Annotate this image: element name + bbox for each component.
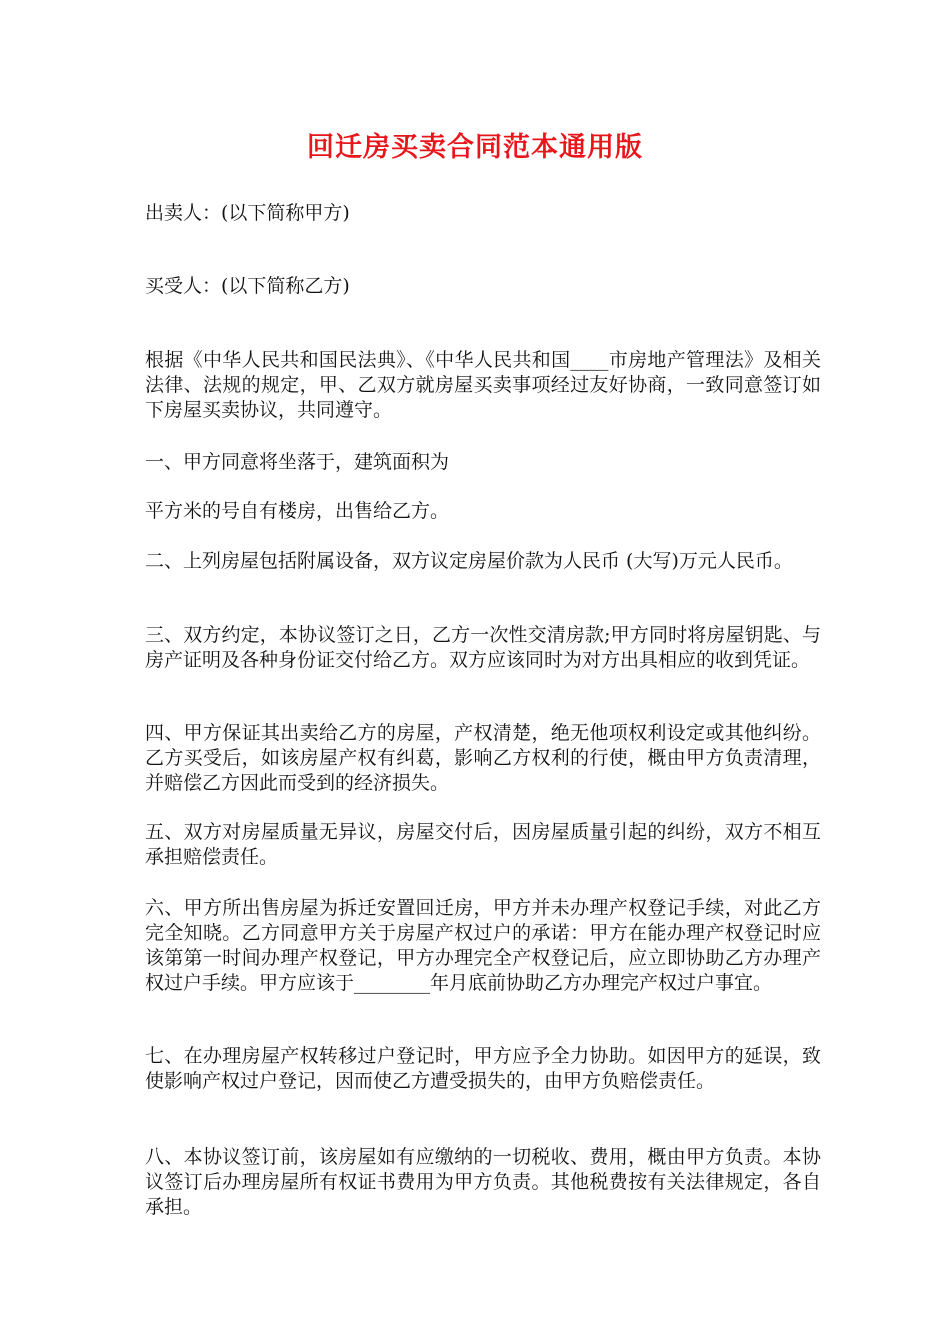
clause-2: 二、上列房屋包括附属设备，双方议定房屋价款为人民币 (大写)万元人民币。 [145, 550, 793, 572]
clause-4: 四、甲方保证其出卖给乙方的房屋，产权清楚，绝无他项权利设定或其他纠纷。乙方买受后，如该房屋产权有纠葛，影响乙方权利的行使，概由甲方负责清理，并赔偿乙方因此而受到的经济损失。 [145, 722, 821, 794]
clause-6: 六、甲方所出售房屋为拆迁安置回迁房，甲方并未办理产权登记手续，对此乙方完全知晓。乙方同意甲方关于房屋产权过户的承诺：甲方在能办理产权登记时应该第第一时间办理产权登记，甲方办理完全产权登记后，应立即协助乙方办理产权过户手续。甲方应该于________年月底前协助乙方办理完产权过户事宜。 [145, 897, 821, 994]
clause-3: 三、双方约定，本协议签订之日，乙方一次性交清房款;甲方同时将房屋钥匙、与房产证明及各种身份证交付给乙方。双方应该同时为对方出具相应的收到凭证。 [145, 624, 821, 671]
clause-7: 七、在办理房屋产权转移过户登记时，甲方应予全力协助。如因甲方的延误，致使影响产权过户登记，因而使乙方遭受损失的，由甲方负赔偿责任。 [145, 1045, 821, 1092]
clause-1-part-1: 一、甲方同意将坐落于，建筑面积为 [145, 451, 450, 473]
buyer-line: 买受人：(以下简称乙方) [145, 275, 350, 297]
seller-line: 出卖人：(以下简称甲方) [145, 202, 350, 224]
preamble-paragraph: 根据《中华人民共和国民法典》、《中华人民共和国____市房地产管理法》及相关法律、法规的规定，甲、乙双方就房屋买卖事项经过友好协商，一致同意签订如下房屋买卖协议，共同遵守。 [145, 349, 821, 421]
clause-8: 八、本协议签订前，该房屋如有应缴纳的一切税收、费用，概由甲方负责。本协议签订后办理房屋所有权证书费用为甲方负责。其他税费按有关法律规定，各自承担。 [145, 1146, 821, 1218]
clause-1-part-2: 平方米的号自有楼房，出售给乙方。 [145, 500, 450, 522]
clause-5: 五、双方对房屋质量无异议，房屋交付后，因房屋质量引起的纠纷，双方不相互承担赔偿责任。 [145, 821, 821, 868]
document-title: 回迁房买卖合同范本通用版 [307, 132, 643, 163]
